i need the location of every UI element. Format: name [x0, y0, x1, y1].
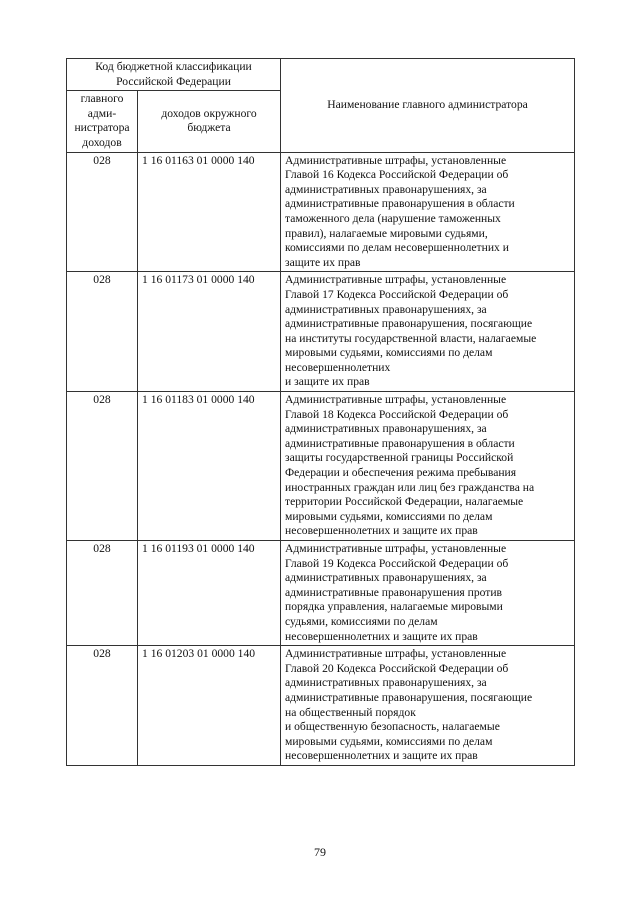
name-text-line: на институты государственной власти, налагаемые — [285, 331, 537, 345]
header-admin-line: доходов — [82, 135, 122, 149]
name-text-line: территории Российской Федерации, налагаемые — [285, 495, 524, 509]
header-admin-line: адми- — [87, 106, 117, 120]
name-text-line: порядка управления, налагаемые мировыми — [285, 600, 503, 614]
admin-code-cell: 028 — [67, 272, 138, 392]
name-text-line: Главой 18 Кодекса Российской Федерации об — [285, 407, 509, 421]
budget-code-cell: 1 16 01193 01 0000 140 — [138, 541, 281, 646]
name-text-line: судьями, комиссиями по делам — [285, 614, 438, 628]
table-body — [67, 152, 575, 765]
table-row — [67, 392, 575, 541]
name-text-line: административных правонарушениях, за — [285, 182, 487, 196]
name-text-line: мировыми судьями, комиссиями по делам — [285, 346, 493, 360]
administrator-name-cell — [281, 541, 575, 646]
budget-code-cell: 1 16 01203 01 0000 140 — [138, 646, 281, 766]
name-text-line: административные правонарушения, посягающие — [285, 317, 533, 331]
budget-code-cell: 1 16 01173 01 0000 140 — [138, 272, 281, 392]
name-text-line: административных правонарушениях, за — [285, 302, 487, 316]
table-row — [67, 152, 575, 272]
name-text-line: мировыми судьями, комиссиями по делам — [285, 734, 493, 748]
name-text-line: Федерации и обеспечения режима пребывания — [285, 466, 517, 480]
header-code-group: Код бюджетной классификации Российской Федерации — [67, 59, 281, 91]
budget-code-cell: 1 16 01163 01 0000 140 — [138, 152, 281, 272]
name-text-line: Главой 16 Кодекса Российской Федерации об — [285, 168, 509, 182]
budget-classification-table — [66, 58, 575, 766]
table-row — [67, 272, 575, 392]
name-text-line: административные правонарушения, посягающие — [285, 690, 533, 704]
administrator-name-cell — [281, 392, 575, 541]
name-text-line: Административные штрафы, установленные — [285, 542, 507, 555]
name-text-line: Главой 17 Кодекса Российской Федерации об — [285, 287, 509, 301]
name-text-line: несовершеннолетних — [285, 360, 391, 374]
header-admin-line: нистратора — [74, 121, 130, 135]
budget-code-cell: 1 16 01183 01 0000 140 — [138, 392, 281, 541]
name-text-line: Административные штрафы, установленные — [285, 393, 507, 407]
name-text-line: несовершеннолетних и защите их прав — [285, 524, 478, 538]
name-text-line: несовершеннолетних и защите их прав — [285, 629, 478, 643]
name-text-line: на общественный порядок — [285, 705, 416, 719]
name-text-line: Административные штрафы, установленные — [285, 153, 507, 167]
name-text-line: административных правонарушениях, за — [285, 571, 487, 585]
header-district-budget-revenue — [138, 91, 281, 152]
header-administrator-name: Наименование главного администратора — [281, 59, 575, 153]
header-main-administrator — [67, 91, 138, 152]
admin-code-cell: 028 — [67, 392, 138, 541]
table-row — [67, 646, 575, 766]
name-text-line: Главой 19 Кодекса Российской Федерации об — [285, 556, 509, 570]
name-text-line: правил), налагаемые мировыми судьями, — [285, 226, 488, 240]
table-row — [67, 541, 575, 646]
name-text-line: и общественную безопасность, налагаемые — [285, 720, 500, 734]
header-budget-line: доходов окружного — [161, 106, 257, 120]
header-admin-line: главного — [80, 92, 124, 106]
name-text-line: административные правонарушения против — [285, 585, 503, 599]
administrator-name-cell — [281, 152, 575, 272]
name-text-line: защите их прав — [285, 255, 361, 269]
admin-code-cell: 028 — [67, 541, 138, 646]
admin-code-cell: 028 — [67, 152, 138, 272]
name-text-line: несовершеннолетних и защите их прав — [285, 749, 478, 763]
name-text-line: Административные штрафы, установленные — [285, 647, 507, 661]
name-text-line: Главой 20 Кодекса Российской Федерации об — [285, 661, 509, 675]
name-text-line: и защите их прав — [285, 375, 370, 389]
name-text-line: защиты государственной границы Российской — [285, 451, 514, 465]
name-text-line: административные правонарушения в области — [285, 197, 515, 211]
name-text-line: комиссиями по делам несовершеннолетних и — [285, 241, 509, 255]
name-text-line: Административные штрафы, установленные — [285, 273, 507, 287]
name-text-line: административных правонарушениях, за — [285, 676, 487, 690]
administrator-name-cell — [281, 272, 575, 392]
name-text-line: иностранных граждан или лиц без гражданства на — [285, 480, 535, 494]
administrator-name-cell — [281, 646, 575, 766]
header-budget-line: бюджета — [187, 121, 231, 135]
name-text-line: административные правонарушения в области — [285, 436, 515, 450]
name-text-line: таможенного дела (нарушение таможенных — [285, 211, 501, 225]
name-text-line: мировыми судьями, комиссиями по делам — [285, 509, 493, 523]
page-number: 79 — [314, 845, 326, 859]
name-text-line: административных правонарушениях, за — [285, 422, 487, 436]
admin-code-cell: 028 — [67, 646, 138, 766]
